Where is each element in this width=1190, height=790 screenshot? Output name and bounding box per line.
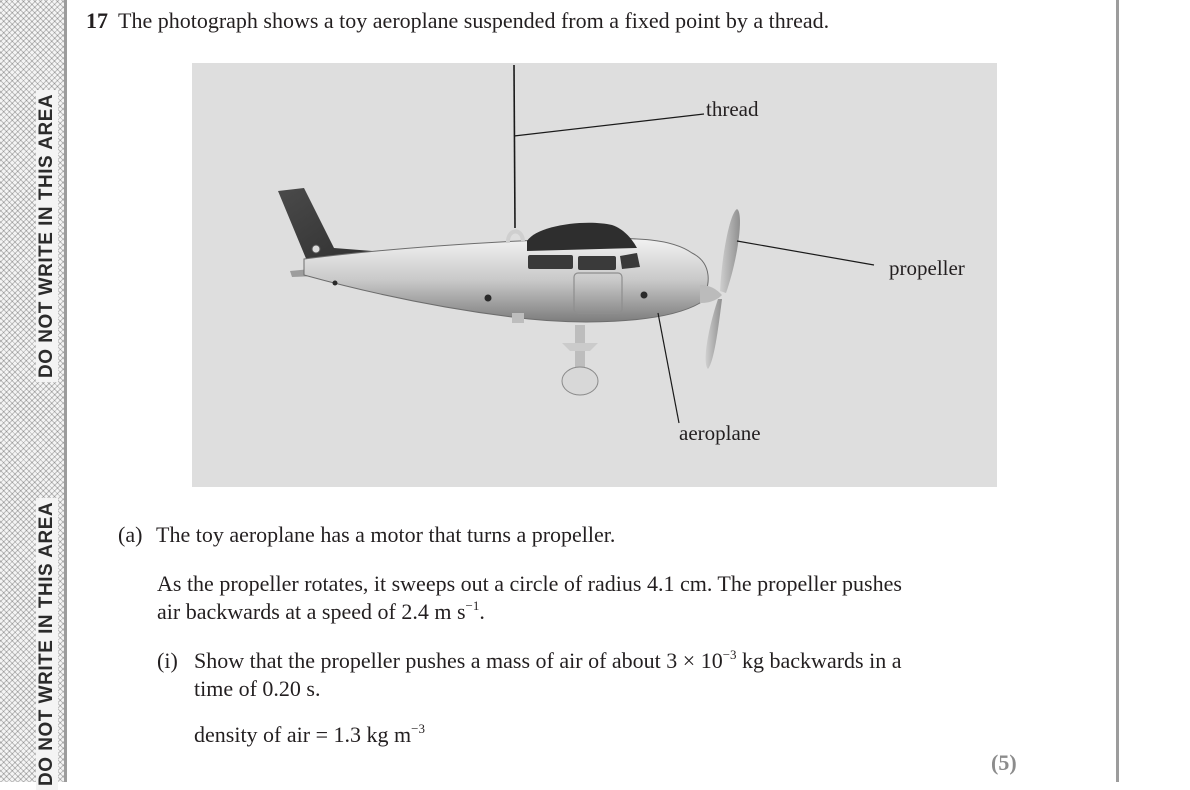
right-margin-rule <box>1116 0 1119 782</box>
density-exponent: −3 <box>411 721 425 736</box>
part-a-para-end: . <box>479 599 485 624</box>
aeroplane-photograph <box>192 63 997 487</box>
part-a-para-line2: air backwards at a speed of 2.4 m s <box>157 599 466 624</box>
speed-unit-exponent: −1 <box>465 598 480 613</box>
part-a-paragraph <box>157 570 997 626</box>
part-a-heading <box>118 522 615 548</box>
margin-rule <box>64 0 67 782</box>
part-i-line1-end: kg backwards in a <box>736 648 902 673</box>
part-i-line2: time of 0.20 s. <box>194 676 321 701</box>
part-i-question <box>157 647 997 703</box>
label-thread: thread <box>706 97 759 121</box>
part-i-label: (i) <box>157 648 178 673</box>
label-aeroplane: aeroplane <box>679 421 761 445</box>
question-stem <box>86 8 829 34</box>
margin-warning-1: DO NOT WRITE IN THIS AREA <box>36 90 58 382</box>
label-propeller: propeller <box>889 256 965 280</box>
density-text: density of air = 1.3 kg m <box>194 722 412 747</box>
part-a-text: The toy aeroplane has a motor that turns a propeller. <box>156 522 616 547</box>
margin-warning-2: DO NOT WRITE IN THIS AREA <box>36 498 58 790</box>
mass-exponent: −3 <box>722 647 737 662</box>
question-number: 17 <box>86 8 108 33</box>
part-a-para-line1: As the propeller rotates, it sweeps out a circle of radius 4.1 cm. The propeller pushes <box>157 571 902 596</box>
marks-allocation: (5) <box>991 750 1017 775</box>
part-a-label: (a) <box>118 522 143 547</box>
aeroplane-illustration <box>192 63 997 487</box>
question-text: The photograph shows a toy aeroplane suspended from a fixed point by a thread. <box>118 8 830 33</box>
part-i-line1: Show that the propeller pushes a mass of air of about 3 × 10 <box>194 648 723 673</box>
density-given <box>194 722 425 748</box>
